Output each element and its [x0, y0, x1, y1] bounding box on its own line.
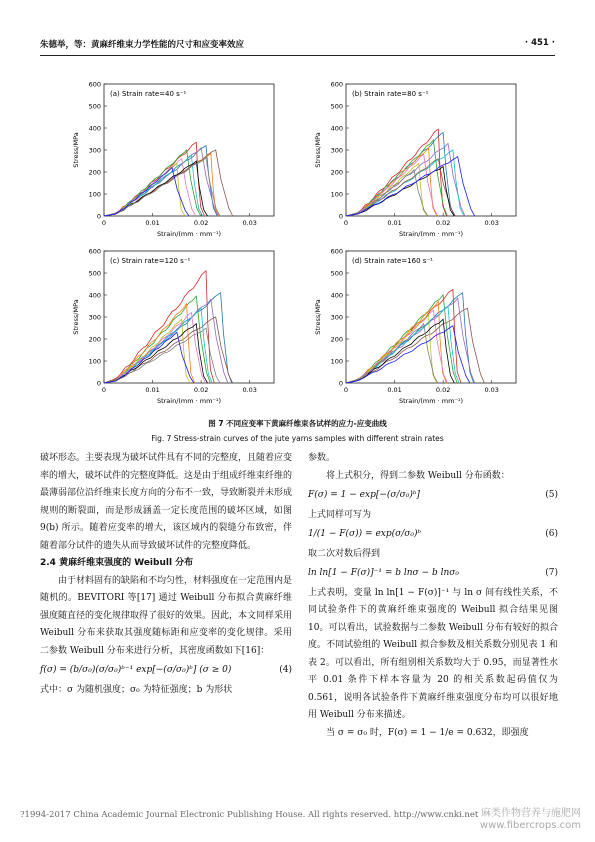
panel-label: (c) Strain rate=120 s⁻¹	[110, 257, 191, 265]
equation-number: (4)	[279, 665, 292, 675]
x-tick-label: 0	[343, 386, 349, 394]
x-tick-label: 0	[343, 219, 349, 227]
stress-strain-curve	[346, 132, 454, 216]
x-tick-label: 0.02	[193, 386, 209, 394]
x-tick-label: 0.03	[484, 386, 499, 394]
equation-6	[308, 526, 558, 544]
y-tick-label: 300	[330, 146, 343, 155]
paragraph: 上式表明，变量 ln ln[1 − F(σ)]⁻¹ 与 ln σ 间有线性关系，不同试验条件下的黄麻纤维束强度的 Weibull 拟合结果见图 10。可以看出，试验数据与二参数 Weibull 分布有较好的拟合度。不同试验组的 Weibull 拟合参数及相关系数分别见表 1 和表 2。可以看出，所有组别相关系数均大于 0.95，而显著性水平 0.01 条件下样本容量为 20 的相关系数起码值仅为 0.561，说明各试验条件下黄麻纤维束强度分布均可以很好地用 Weibull 分布来描述。	[308, 587, 558, 720]
stress-strain-curve	[104, 296, 210, 383]
x-tick-label: 0.02	[435, 219, 451, 227]
x-tick-label: 0.03	[242, 219, 257, 227]
stress-strain-curve	[346, 154, 438, 216]
equation-4	[40, 662, 292, 680]
left-column	[40, 450, 292, 699]
stress-strain-curve	[104, 313, 206, 383]
paragraph: 破坏形态。主要表现为破坏试件具有不同的完整度，且随着应变率的增大，破坏试件的完整度降低。这是由于组成纤维束纤维的最薄弱部位沿纤维束长度方向的分布不一致，导致断裂并未形成规则的断裂面，而是形成涵盖一定长度范围的破坏区域，如图 9(b) 所示。随着应变率的增大，该区域内的裂缝分布致密，伴随着部分试件的遗失从而导致破坏试件的完整度降低。	[40, 453, 293, 551]
stress-strain-curve	[104, 271, 214, 383]
y-axis-label: Stress/MPa	[72, 299, 80, 335]
x-tick-label: 0.03	[484, 219, 499, 227]
stress-strain-curve	[346, 302, 447, 383]
x-tick-label: 0.01	[387, 219, 402, 227]
stress-strain-curve	[346, 324, 438, 383]
header-rule	[40, 55, 555, 56]
y-tick-label: 600	[88, 80, 101, 89]
right-column	[308, 450, 558, 742]
chart-panel-c	[70, 245, 284, 441]
equation-number: (5)	[545, 490, 558, 500]
watermark-url: www.fibercrops.com	[479, 820, 581, 831]
y-tick-label: 100	[88, 190, 101, 199]
y-tick-label: 400	[330, 291, 343, 300]
figure-caption-en: Fig. 7 Stress-strain curves of the jute yarns samples with different strain rates	[151, 434, 444, 443]
stress-strain-curve	[104, 332, 194, 383]
y-tick-label: 500	[88, 269, 101, 278]
equation-body: ln ln[1 − F(σ)]⁻¹ = b lnσ − b lnσ₀	[308, 568, 460, 578]
equation-number: (6)	[545, 529, 558, 539]
y-tick-label: 600	[330, 247, 343, 256]
stress-strain-curve	[346, 319, 454, 383]
stress-strain-curve	[104, 293, 232, 383]
stress-strain-curve	[346, 150, 464, 216]
x-axis-label: Strain/(mm · mm⁻¹)	[156, 230, 222, 238]
equation-body: F(σ) = 1 − exp[−(σ/σ₀)ᵇ]	[308, 490, 420, 500]
y-tick-label: 0	[338, 212, 343, 221]
watermark	[480, 808, 581, 832]
paragraph: 将上式积分，得到二参数 Weibull 分布函数：	[326, 470, 510, 481]
y-tick-label: 200	[330, 335, 343, 344]
paragraph: 式中：σ 为随机强度；σ₀ 为特征强度；b 为形状	[40, 684, 233, 695]
paragraph: 参数。	[308, 453, 336, 463]
y-axis-label: Stress/MPa	[72, 132, 80, 168]
y-tick-label: 200	[330, 168, 343, 177]
watermark-line: 麻类作物营养与施肥网	[481, 808, 581, 819]
y-tick-label: 600	[88, 247, 101, 256]
y-tick-label: 200	[88, 335, 101, 344]
y-tick-label: 300	[330, 313, 343, 322]
x-tick-label: 0.01	[145, 386, 160, 394]
y-tick-label: 400	[330, 124, 343, 133]
x-axis-label: Strain/(mm · mm⁻¹)	[156, 397, 222, 405]
running-header	[40, 38, 555, 52]
x-axis-label: Strain/(mm · mm⁻¹)	[398, 397, 464, 405]
stress-strain-curve	[104, 159, 196, 216]
paragraph: 上式同样可写为	[308, 509, 372, 520]
running-title: 朱德举，等：黄麻纤维束力学性能的尺寸和应变率效应	[40, 40, 245, 50]
y-tick-label: 0	[96, 212, 101, 221]
y-tick-label: 0	[96, 379, 101, 388]
x-tick-label: 0.03	[242, 386, 257, 394]
equation-body: 1/(1 − F(σ)) = exp(σ/σ₀)ᵇ	[308, 529, 422, 539]
equation-number: (7)	[545, 568, 558, 578]
figure-caption-cn: 图 7 不同应变率下黄麻纤维束各试样的应力-应变曲线	[208, 419, 387, 428]
y-tick-label: 100	[330, 357, 343, 366]
x-tick-label: 0.02	[435, 386, 451, 394]
y-tick-label: 300	[88, 146, 101, 155]
equation-5	[308, 487, 558, 505]
y-tick-label: 400	[88, 291, 101, 300]
panel-label: (d) Strain rate=160 s⁻¹	[352, 257, 433, 265]
equation-body: f(σ) = (b/σ₀)(σ/σ₀)ᵇ⁻¹ exp[−(σ/σ₀)ᵇ] (σ ≥ 0)	[40, 665, 232, 675]
x-axis-label: Strain/(mm · mm⁻¹)	[398, 230, 464, 238]
chart-panel-d	[312, 245, 526, 441]
copyright-footer: ?1994-2017 China Academic Journal Electronic Publishing House. All rights reserved. http://www.cnki.net	[20, 810, 479, 820]
panel-label: (a) Strain rate=40 s⁻¹	[110, 90, 187, 98]
y-tick-label: 500	[330, 269, 343, 278]
stress-strain-curve	[104, 324, 208, 383]
stress-strain-curve	[346, 315, 437, 383]
section-heading: 2.4 黄麻纤维束强度的 Weibull 分布	[40, 558, 194, 568]
stress-strain-curve	[104, 148, 218, 216]
paragraph: 取二次对数后得到	[308, 548, 381, 559]
y-tick-label: 300	[88, 313, 101, 322]
equation-7	[308, 565, 558, 583]
x-tick-label: 0.01	[387, 386, 402, 394]
x-tick-label: 0	[101, 386, 107, 394]
x-tick-label: 0	[101, 219, 107, 227]
x-tick-label: 0.02	[193, 219, 209, 227]
y-tick-label: 600	[330, 80, 343, 89]
y-tick-label: 0	[338, 379, 343, 388]
y-tick-label: 500	[330, 102, 343, 111]
stress-strain-curve	[346, 170, 428, 216]
plot-frame	[104, 251, 274, 383]
paragraph: 由于材料固有的缺陷和不均匀性，材料强度在一定范围内是随机的。BEVITORI 等[17] 通过 Weibull 分布拟合黄麻纤维强度随直径的变化规律取得了很好的效果。因此，本文同样采用 Weibull 分布来获取其强度随标距和应变率的变化规律。采用二参数 Weibull 分布来进行分析，其密度函数如下[16]：	[40, 575, 293, 656]
y-tick-label: 400	[88, 124, 101, 133]
x-tick-label: 0.01	[145, 219, 160, 227]
y-tick-label: 500	[88, 102, 101, 111]
y-axis-label: Stress/MPa	[314, 132, 322, 168]
page-number: · 451 ·	[524, 38, 555, 48]
y-tick-label: 100	[330, 190, 343, 199]
paragraph: 当 σ = σ₀ 时，F(σ) = 1 − 1/e = 0.632，即强度	[326, 727, 529, 738]
y-tick-label: 100	[88, 357, 101, 366]
stress-strain-curve	[104, 158, 220, 216]
y-axis-label: Stress/MPa	[314, 299, 322, 335]
y-tick-label: 200	[88, 168, 101, 177]
panel-label: (b) Strain rate=80 s⁻¹	[352, 90, 429, 98]
stress-strain-curve	[104, 156, 203, 217]
